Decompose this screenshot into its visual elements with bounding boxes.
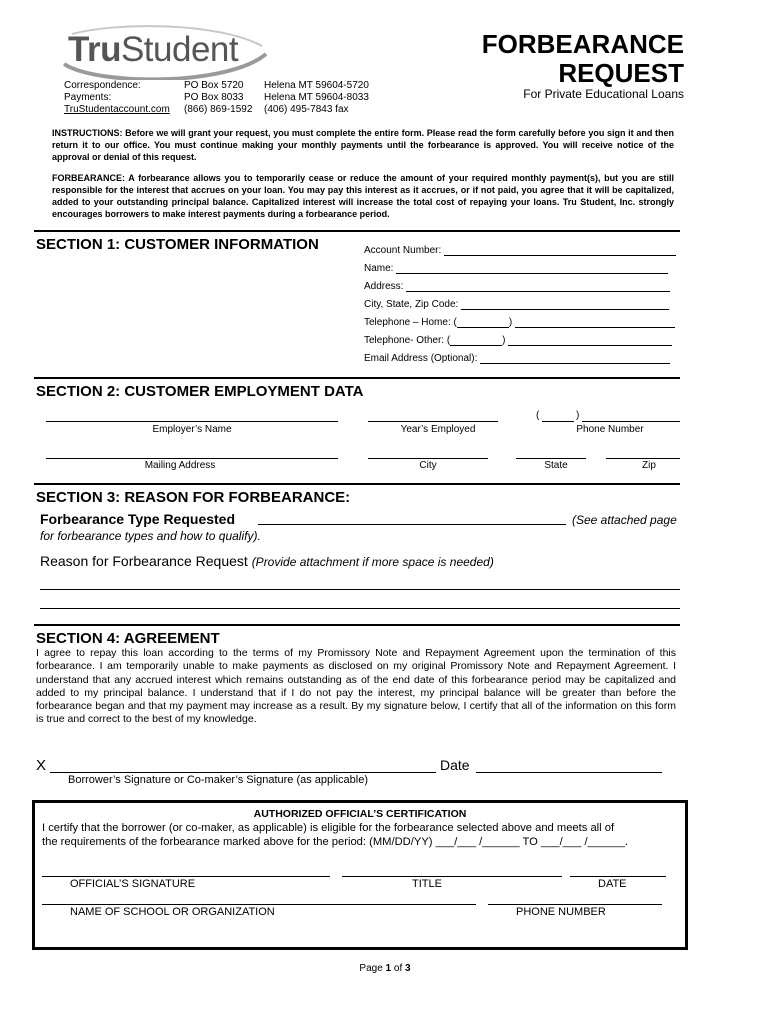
official-title-caption: TITLE <box>412 878 442 890</box>
page-prefix: Page <box>359 963 383 974</box>
address-field[interactable] <box>364 281 670 292</box>
paren-close: ) <box>502 335 506 346</box>
employer-state-caption: State <box>544 460 568 471</box>
page-total: 3 <box>405 963 411 974</box>
email-label: Email Address (Optional): <box>364 353 478 364</box>
official-date-caption: DATE <box>598 878 627 890</box>
official-signature-caption: OFFICIAL’S SIGNATURE <box>70 878 196 890</box>
section-divider <box>34 377 680 379</box>
years-employed-caption: Year’s Employed <box>400 424 476 435</box>
fax-number: (406) 495-7843 fax <box>264 104 349 115</box>
trustudent-logo <box>68 30 238 70</box>
certification-text-line2: the requirements of the forbearance marked above for the period: (MM/DD/YY) ___/___ /______ TO ___/___ /______. <box>42 836 629 848</box>
forbearance-type-input[interactable] <box>258 524 566 525</box>
logo-text-light: Student <box>120 30 239 69</box>
telephone-home-area-input[interactable] <box>457 327 509 328</box>
school-name-caption: NAME OF SCHOOL OR ORGANIZATION <box>70 906 275 918</box>
page-of: of <box>393 963 403 974</box>
logo-text-bold: Tru <box>68 30 121 69</box>
payments-label: Payments: <box>64 92 112 103</box>
section1-title: SECTION 1: CUSTOMER INFORMATION <box>36 236 319 253</box>
form-title-line1: FORBEARANCE <box>481 29 684 59</box>
website-link[interactable]: TruStudentaccount.com <box>64 104 170 115</box>
page-current: 1 <box>385 963 392 974</box>
official-phone-caption: PHONE NUMBER <box>516 906 606 918</box>
contact-po-boxes <box>184 80 252 116</box>
reason-label: Reason for Forbearance Request <box>40 553 248 569</box>
name-input[interactable] <box>396 273 668 274</box>
borrower-signature-input[interactable] <box>50 772 436 773</box>
section4-title: SECTION 4: AGREEMENT <box>36 630 220 647</box>
instructions-text: INSTRUCTIONS: Before we will grant your request, you must complete the entire form. Please read the form carefully before you sign it and then return it to our office. You must continue making your monthly payments until the forbearance is approved. You will receive notice of the approval or denial of this request. <box>52 128 674 162</box>
correspondence-label: Correspondence: <box>64 80 141 91</box>
contact-cities <box>264 80 369 116</box>
telephone-other-area-input[interactable] <box>450 345 502 346</box>
school-name-input[interactable] <box>42 904 476 905</box>
section-divider <box>34 624 680 626</box>
signature-date-label: Date <box>440 757 470 773</box>
official-date-input[interactable] <box>570 876 666 877</box>
account-number-input[interactable] <box>444 255 676 256</box>
signature-caption: Borrower’s Signature or Co-maker’s Signature (as applicable) <box>68 774 368 786</box>
certification-title: AUTHORIZED OFFICIAL’S CERTIFICATION <box>253 808 467 820</box>
signature-x-mark: X <box>36 757 47 774</box>
telephone-other-input[interactable] <box>508 345 672 346</box>
telephone-home-input[interactable] <box>515 327 675 328</box>
section-divider <box>34 483 680 485</box>
telephone-home-field[interactable] <box>364 317 675 328</box>
section3-title: SECTION 3: REASON FOR FORBEARANCE: <box>36 489 351 506</box>
certification-text-line1: I certify that the borrower (or co-maker, as applicable) is eligible for the forbearance selected above and meets all of <box>42 822 615 834</box>
address-label: Address: <box>364 281 404 292</box>
years-employed-input[interactable] <box>368 421 498 422</box>
page-number <box>0 963 770 974</box>
reason-line-2[interactable] <box>40 608 680 609</box>
reason-note: (Provide attachment if more space is needed) <box>251 555 494 569</box>
name-field[interactable] <box>364 263 668 274</box>
phone-area-code-close: ) <box>576 410 580 421</box>
city-state-zip-label: City, State, Zip Code: <box>364 299 459 310</box>
phone-area-code-open: ( <box>536 410 540 421</box>
telephone-home-label: Telephone – Home: ( <box>364 317 457 328</box>
mailing-address-input[interactable] <box>46 458 338 459</box>
phone-number-input[interactable] <box>582 421 680 422</box>
account-number-field[interactable] <box>364 245 676 256</box>
employer-city-caption: City <box>419 460 437 471</box>
official-title-input[interactable] <box>342 876 562 877</box>
forbearance-type-label: Forbearance Type Requested <box>40 511 236 527</box>
city-payments: Helena MT 59604-8033 <box>264 92 369 103</box>
name-label: Name: <box>364 263 394 274</box>
paren-close: ) <box>508 317 513 328</box>
phone-number-caption: Phone Number <box>576 424 644 435</box>
po-box-correspondence: PO Box 5720 <box>184 80 244 91</box>
email-field[interactable] <box>364 353 670 364</box>
signature-date-input[interactable] <box>476 772 662 773</box>
mailing-address-caption: Mailing Address <box>144 460 216 471</box>
phone-number: (866) 869-1592 <box>184 104 253 115</box>
employer-name-caption: Employer’s Name <box>152 424 232 435</box>
employer-zip-input[interactable] <box>606 458 680 459</box>
forbearance-type-note-cont: for forbearance types and how to qualify). <box>40 529 261 543</box>
phone-area-code-input[interactable] <box>542 421 574 422</box>
official-phone-input[interactable] <box>488 904 662 905</box>
form-subtitle: For Private Educational Loans <box>523 87 684 101</box>
telephone-other-label: Telephone- Other: ( <box>364 335 451 346</box>
agreement-text: I agree to repay this loan according to the terms of my Promissory Note and Repayment Agreement upon the termination of this forbearance. I am temporarily unable to make payments as disclosed on my original Promissory Note and Repayment Agreement. I understand that any accrued interest which remains outstanding as of the end date of this forbearance period may be capitalized and added to my principal balance. I understand that if I do not pay the interest, my principal balance will be greater than before the forbearance began and that my payment may increase as a result. By my signature below, I certify that all of the information on this form is true and correct to the best of my knowledge. <box>36 647 676 726</box>
contact-labels <box>64 80 170 116</box>
employer-city-input[interactable] <box>368 458 488 459</box>
reason-line-1[interactable] <box>40 589 680 590</box>
forbearance-text: FORBEARANCE: A forbearance allows you to temporarily cease or reduce the amount of your required monthly payment(s), but you are still responsible for the interest that accrues on your loan. You may pay this interest as it accrues, or if not paid, you agree that it will be capitalized, added to your outstanding principal balance. Capitalized interest will increase the total cost of repaying your loans. Tru Student, Inc. strongly encourages borrowers to make interest payments during a forbearance period. <box>52 173 674 219</box>
section-divider <box>34 230 680 232</box>
account-number-label: Account Number: <box>364 245 442 256</box>
city-state-zip-input[interactable] <box>461 309 669 310</box>
po-box-payments: PO Box 8033 <box>184 92 244 103</box>
city-correspondence: Helena MT 59604-5720 <box>264 80 369 91</box>
forbearance-type-note: (See attached page <box>572 513 677 527</box>
employer-state-input[interactable] <box>516 458 586 459</box>
employer-zip-caption: Zip <box>642 460 656 471</box>
email-input[interactable] <box>480 363 670 364</box>
employer-name-input[interactable] <box>46 421 338 422</box>
official-signature-input[interactable] <box>42 876 330 877</box>
telephone-other-field[interactable] <box>364 335 672 346</box>
form-title-line2: REQUEST <box>558 58 684 88</box>
section2-title: SECTION 2: CUSTOMER EMPLOYMENT DATA <box>36 383 364 400</box>
city-state-zip-field[interactable] <box>364 299 669 310</box>
address-input[interactable] <box>406 291 670 292</box>
reason-label-wrap <box>40 553 494 569</box>
